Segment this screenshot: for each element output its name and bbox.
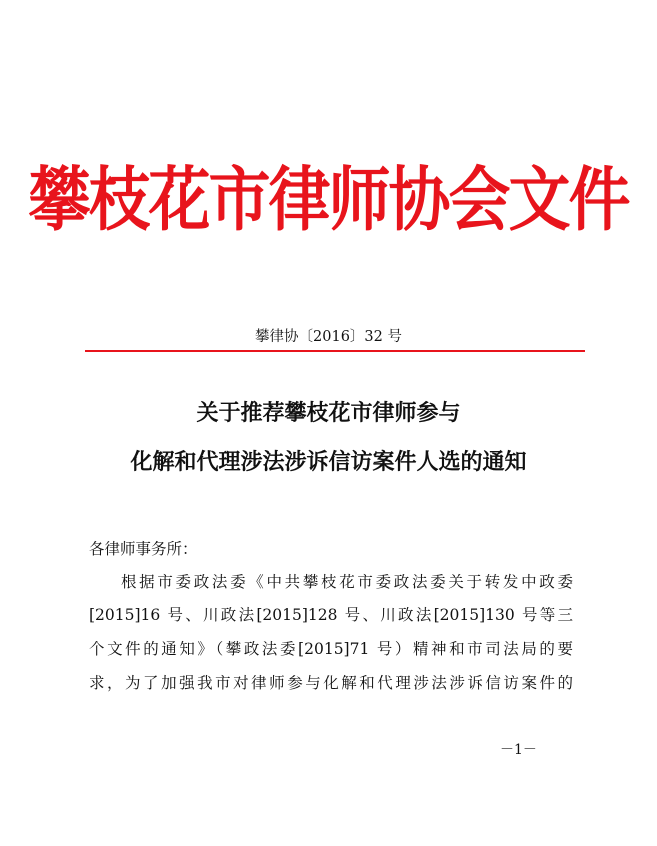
red-separator-line	[85, 350, 585, 352]
document-number: 攀律协〔2016〕32 号	[255, 329, 402, 345]
body-paragraph-line: 根据市委政法委《中共攀枝花市委政法委关于转发中政委	[121, 573, 573, 591]
salutation: 各律师事务所：	[89, 540, 198, 558]
body-paragraph-line: 个文件的通知》（攀政法委[2015]71 号）精神和市司法局的要	[89, 640, 573, 658]
document-masthead: 攀枝花市律师协会文件	[28, 158, 629, 241]
document-title-line-1: 关于推荐攀枝花市律师参与	[196, 400, 461, 426]
page-number: －1－	[500, 742, 537, 758]
body-paragraph-line: [2015]16 号、川政法[2015]128 号、川政法[2015]130 号等三	[89, 606, 573, 624]
body-paragraph-line: 求，为了加强我市对律师参与化解和代理涉法涉诉信访案件的	[89, 674, 573, 692]
document-title-line-2: 化解和代理涉法涉诉信访案件人选的通知	[130, 449, 527, 475]
